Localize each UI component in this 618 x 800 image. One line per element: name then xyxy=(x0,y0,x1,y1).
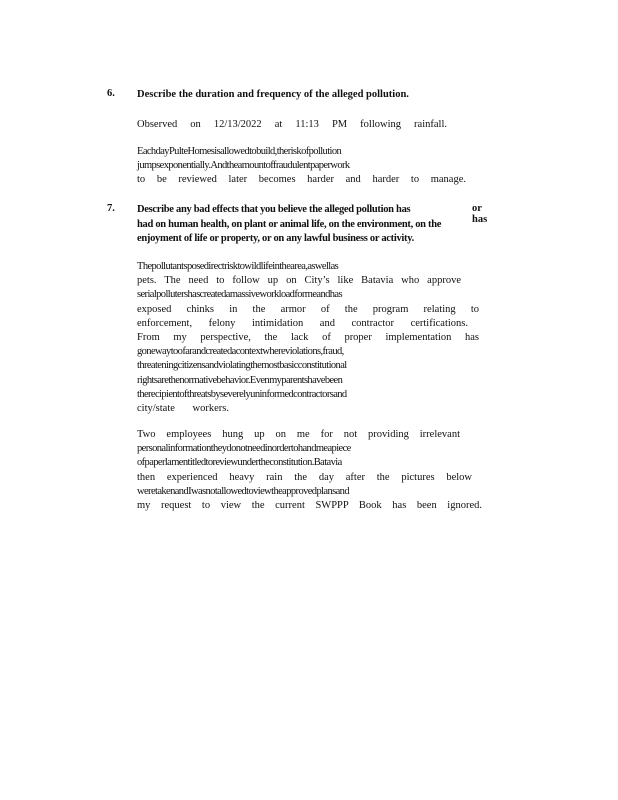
text-line: threateningcitizensandviolatingthemostbasicconstitutional xyxy=(137,360,347,372)
text-line: rightsarethenormativebehavior.Evenmyparentshavebeen xyxy=(137,374,343,386)
text-line: ofpaperlamentitledtoreviewundertheconstitution.Batavia xyxy=(137,457,342,469)
text-line: gonewaytoofarandcreatedacontextwhereviolations,fraud, xyxy=(137,346,344,358)
answer-paragraph xyxy=(137,260,487,416)
section-6 xyxy=(107,88,497,198)
section-7 xyxy=(107,203,497,523)
text-line: EachdayPulteHomesisallowedtobuild,theriskofpollution xyxy=(137,146,342,157)
question-line: Describe any bad effects that you believe the alleged pollution has xyxy=(137,204,411,215)
text-line: serialpollutershascreatedamassiveworkloadformeandhas xyxy=(137,289,342,301)
text-line: From my perspective, the lack of proper implementation has xyxy=(137,332,479,344)
text-line: to be reviewed later becomes harder and harder to manage. xyxy=(137,174,466,186)
text-line: enforcement, felony intimidation and contractor certifications. xyxy=(137,317,468,329)
text-line: then experienced heavy rain the day after the pictures below xyxy=(137,471,472,483)
text-line: exposed chinks in the armor of the program relating to xyxy=(137,303,479,315)
text-line: pets. The need to follow up on City’s like Batavia who approve xyxy=(137,275,461,287)
text-line: therecipientofthreatsbyseverelyuninformedcontractorsand xyxy=(137,388,347,400)
section-number: 6. xyxy=(107,88,115,99)
text-line: jumpsexponentially.Andtheamountoffraudulentpaperwork xyxy=(137,160,350,172)
text-line: Observed on 12/13/2022 at 11:13 PM following rainfall. xyxy=(137,119,447,130)
text-line: city/state workers. xyxy=(137,403,229,415)
question-line: enjoyment of life or property, or on any lawful business or activity. xyxy=(137,233,414,244)
text-line: Two employees hung up on me for not providing irrelevant xyxy=(137,429,460,440)
section-question xyxy=(137,203,499,247)
section-question: Describe the duration and frequency of the alleged pollution. xyxy=(137,89,409,100)
text-line: Thepollutantsposedirectrisktowildlifeinthearea,aswellas xyxy=(137,261,339,272)
question-line: had on human health, on plant or animal life, on the environment, on the xyxy=(137,218,442,230)
section-number: 7. xyxy=(107,203,115,214)
answer-paragraph xyxy=(137,428,487,513)
text-line: my request to view the current SWPPP Book has been ignored. xyxy=(137,500,482,512)
question-tail: or has xyxy=(472,203,488,225)
answer-paragraph xyxy=(137,145,487,188)
text-line: weretakenandIwasnotallowedtoviewtheapprovedplansand xyxy=(137,485,349,497)
answer-paragraph xyxy=(137,118,487,132)
text-line: personalinformationtheydonotneedinordertohandmeapiece xyxy=(137,443,351,455)
